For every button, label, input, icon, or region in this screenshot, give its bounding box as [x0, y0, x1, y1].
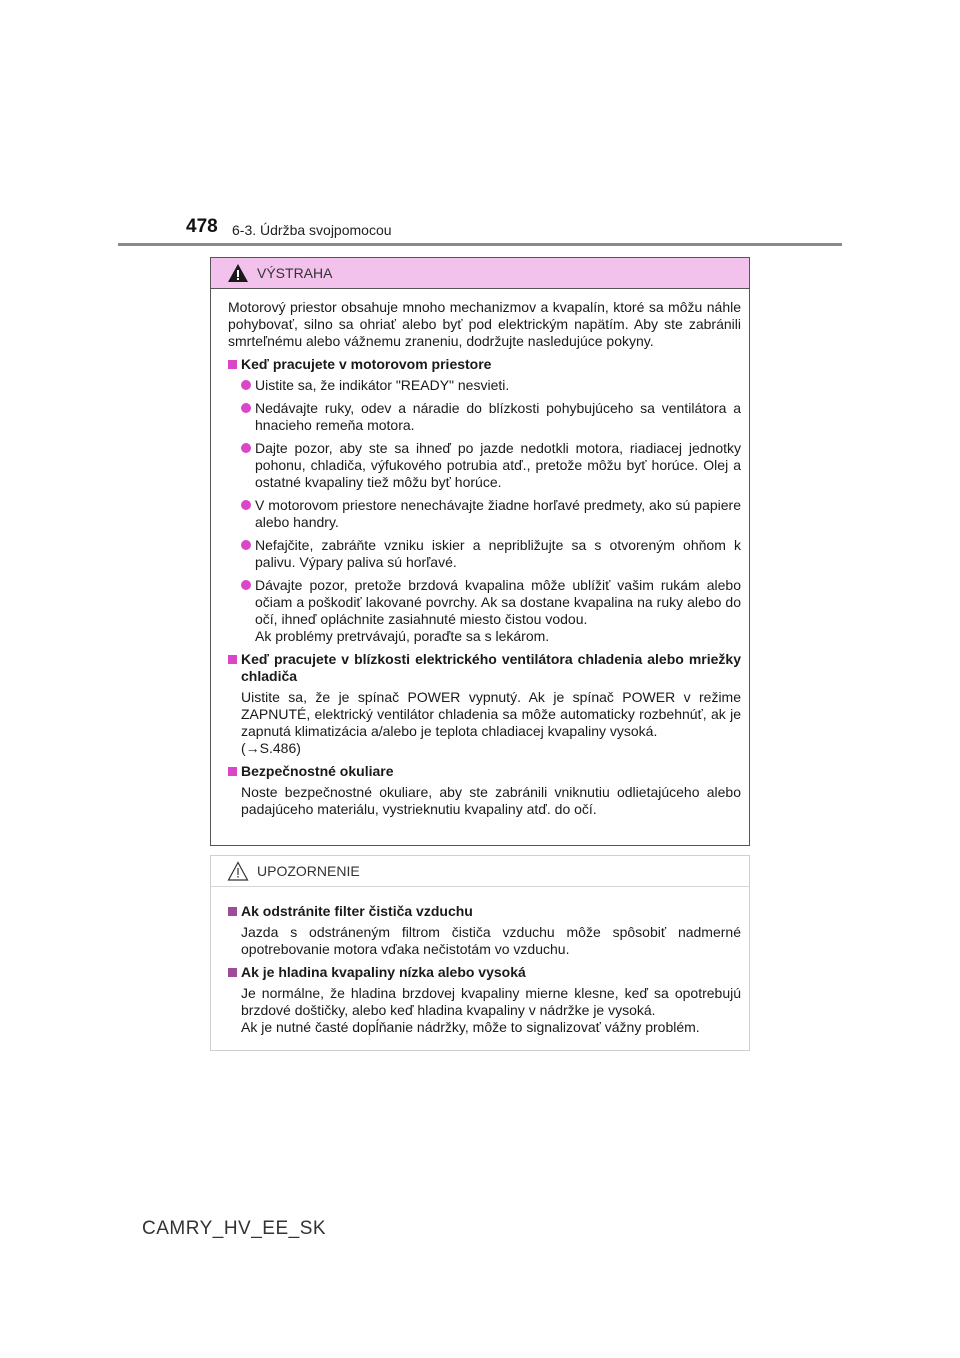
warning-header	[211, 258, 749, 289]
warning-triangle-icon	[227, 263, 249, 283]
caution-body	[211, 887, 749, 1036]
bullet-line: Dávajte pozor, pretože brzdová kvapalina môže ublížiť vašim rukám alebo očiam a poškodiť lakované povrchy. Ak sa dostane kvapalina na ruky alebo do očí, ihneď opláchnite zasiahnuté miesto čistou vodou.	[255, 577, 741, 627]
list-item: V motorovom priestore nenechávajte žiadne horľavé predmety, ako sú papiere alebo handry.	[228, 497, 741, 531]
warning-section-engine	[228, 356, 741, 373]
caution-section-filter-title: Ak odstránite filter čističa vzduchu	[241, 903, 473, 919]
square-bullet-icon	[228, 907, 237, 916]
caution-section-filter	[228, 903, 741, 920]
list-item: Dajte pozor, aby ste sa ihneď po jazde nedotkli motora, riadiacej jednotky pohonu, chladiča, výfukového potrubia atď., pretože môžu byť horúce. Olej a ostatné kvapaliny tiež môžu byť horúce.	[228, 440, 741, 491]
circle-bullet-icon	[241, 500, 251, 510]
warning-intro: Motorový priestor obsahuje mnoho mechanizmov a kvapalín, ktoré sa môžu náhle pohybovať, silno sa ohriať alebo byť pod elektrickým napätím. Aby ste zabránili smrteľnému alebo vážnemu zraneniu, dodržujte nasledujúce pokyny.	[228, 299, 741, 349]
warning-section-fan	[228, 651, 741, 685]
list-item: Nedávajte ruky, odev a náradie do blízkosti pohybujúceho sa ventilátora a hnacieho remeňa motora.	[228, 400, 741, 434]
caution-triangle-icon	[227, 861, 249, 881]
caution-box	[210, 855, 750, 1051]
warning-section-goggles	[228, 763, 741, 780]
section-title: 6-3. Údržba svojpomocou	[232, 222, 392, 238]
warning-box	[210, 257, 750, 846]
circle-bullet-icon	[241, 403, 251, 413]
list-item	[228, 577, 741, 645]
bullet-line: Ak problémy pretrvávajú, poraďte sa s lekárom.	[255, 628, 550, 644]
warning-body	[211, 289, 749, 818]
page-reference: (→S.486)	[241, 740, 301, 756]
warning-section-fan-text: Uistite sa, že je spínač POWER vypnutý. Ak je spínač POWER v režime ZAPNUTÉ, elektrický ventilátor chladenia sa môže automaticky rozbehnúť, ak je zapnutá klimatizácia a/alebo je teplota chladiacej kvapaliny vysoká. (→S.486)	[241, 689, 741, 756]
circle-bullet-icon	[241, 443, 251, 453]
square-bullet-icon	[228, 767, 237, 776]
page-number: 478	[186, 216, 218, 237]
list-item: Nefajčite, zabráňte vzniku iskier a nepribližujte sa s otvoreným ohňom k palivu. Výpary paliva sú horľavé.	[228, 537, 741, 571]
warning-section-engine-title: Keď pracujete v motorovom priestore	[241, 356, 492, 372]
circle-bullet-icon	[241, 540, 251, 550]
warning-section-goggles-text: Noste bezpečnostné okuliare, aby ste zabránili vniknutiu odlietajúceho alebo padajúceho materiálu, vystrieknutiu kvapaliny atď. do očí.	[241, 784, 741, 817]
square-bullet-icon	[228, 968, 237, 977]
caution-title: UPOZORNENIE	[257, 863, 360, 879]
square-bullet-icon	[228, 655, 237, 664]
caution-section-fluid	[228, 964, 741, 981]
caution-section-fluid-title: Ak je hladina kvapaliny nízka alebo vysoká	[241, 964, 526, 980]
warning-section-goggles-title: Bezpečnostné okuliare	[241, 763, 394, 779]
circle-bullet-icon	[241, 580, 251, 590]
square-bullet-icon	[228, 360, 237, 369]
caution-section-filter-text: Jazda s odstráneným filtrom čističa vzduchu môže spôsobiť nadmerné opotrebovanie motora vďaka nečistotám vo vzduchu.	[241, 924, 741, 957]
document-code: CAMRY_HV_EE_SK	[142, 1218, 327, 1239]
header-rule	[118, 243, 842, 246]
caution-header	[211, 856, 749, 887]
warning-section-fan-title: Keď pracujete v blízkosti elektrického ventilátora chladenia alebo mriežky chladiča	[241, 651, 741, 684]
list-item: Uistite sa, že indikátor "READY" nesvieti.	[228, 377, 741, 394]
warning-title: VÝSTRAHA	[257, 265, 333, 281]
caution-section-fluid-text: Je normálne, že hladina brzdovej kvapaliny mierne klesne, keď sa opotrebujú brzdové doštičky, alebo keď hladina kvapaliny v nádržke je vysoká. Ak je nutné časté dopĺňanie nádržky, môže to signalizovať vážny problém.	[241, 985, 741, 1035]
circle-bullet-icon	[241, 380, 251, 390]
